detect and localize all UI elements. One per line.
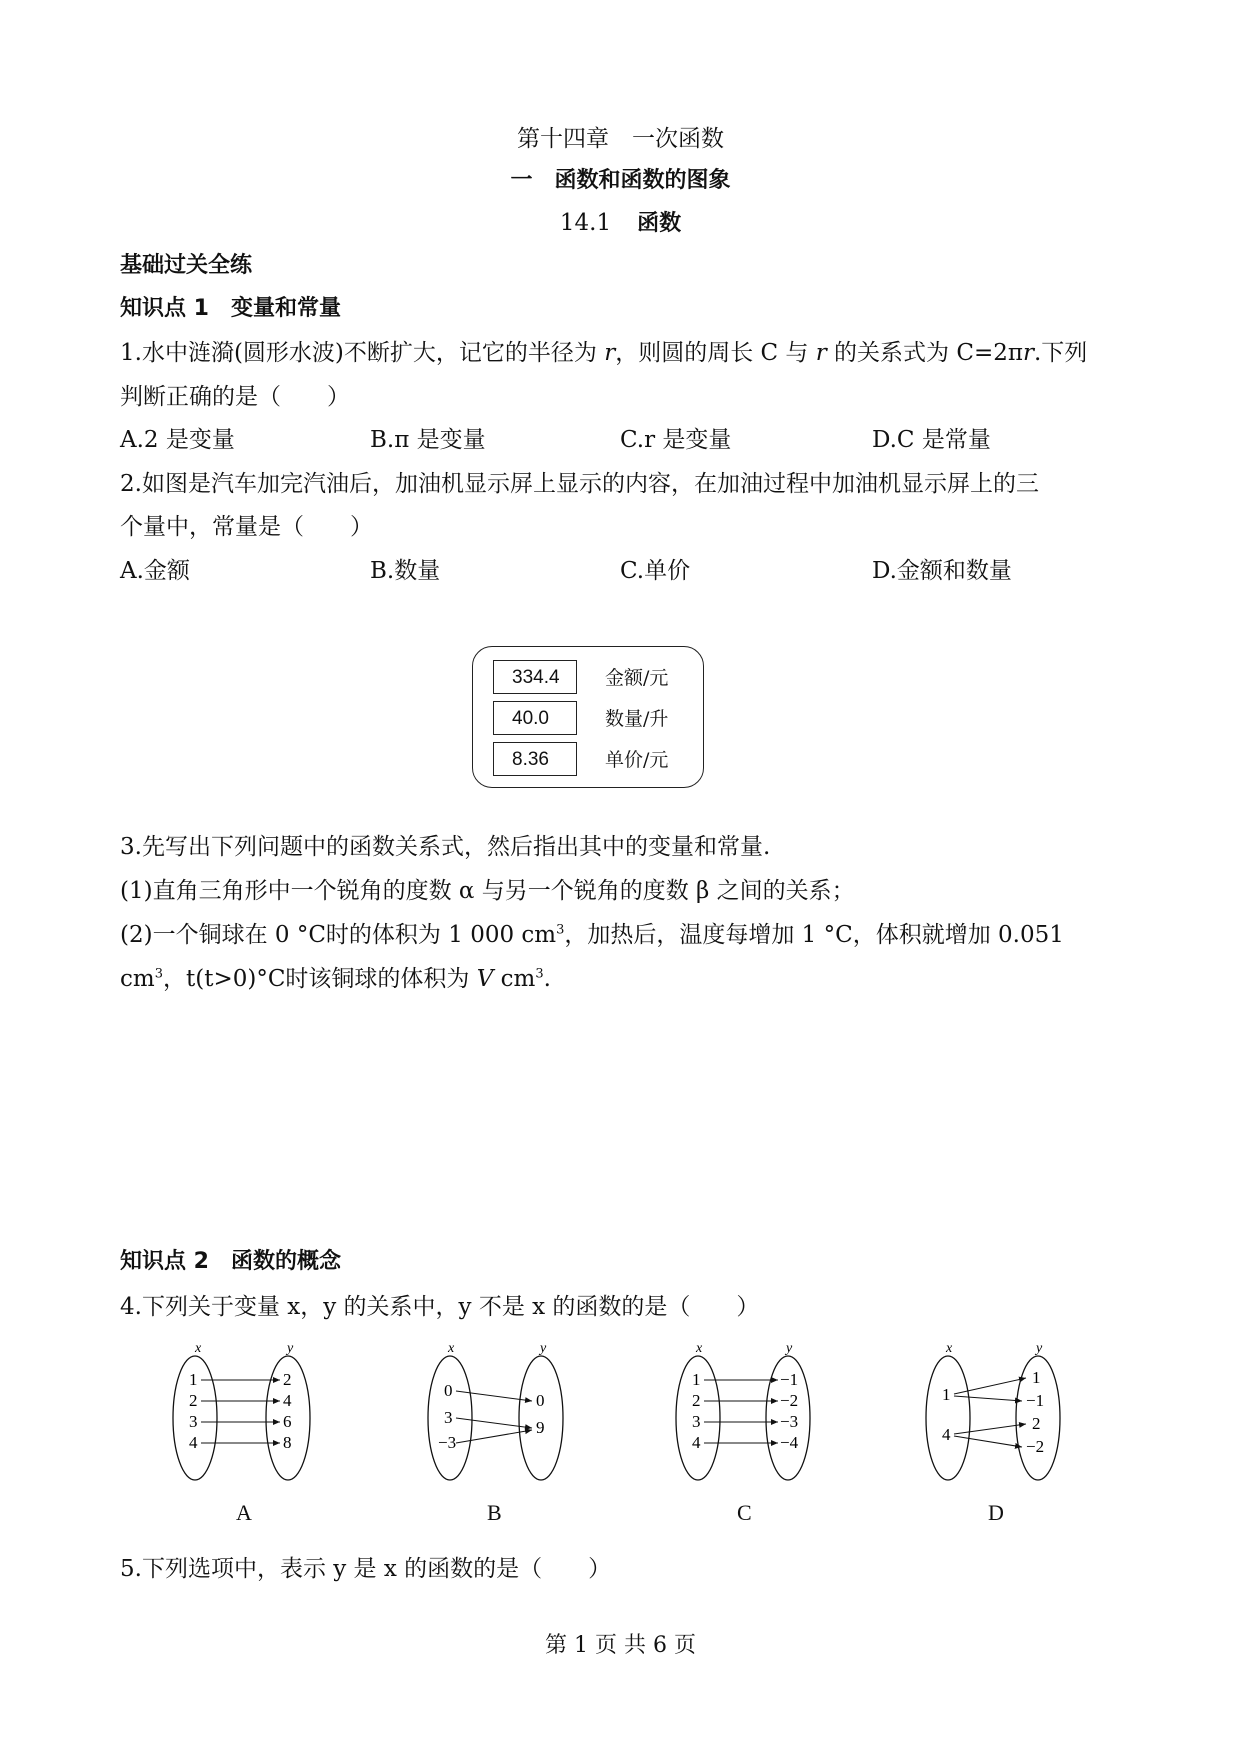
q3-line4-a: cm [120,966,155,992]
q3-sup: 3 [154,966,163,982]
diagram-a-y-value: 8 [283,1433,292,1452]
q3-line4-c: cm [493,966,536,992]
q3-line4-d: . [543,966,551,992]
q1-options [120,421,1120,451]
subsection-number: 14.1 [559,210,612,236]
mapping-arrow [954,1436,1022,1447]
diagram-b-y-label: y [540,1341,547,1356]
q2-line2: 个量中，常量是（ ） [120,514,373,540]
q1-option-c[interactable]: C.r 是变量 [620,427,732,453]
q1-var-r: r [815,340,827,366]
practice-heading: 基础过关全练 [120,253,253,278]
diagram-b-x-label: x [448,1341,455,1356]
diagram-c-x-label: x [696,1341,703,1356]
diagram-b-x-value: 3 [444,1408,453,1427]
diagram-d-y-label: y [1036,1341,1043,1356]
diagram-a-caption: A [236,1500,252,1525]
q1-text-a: 1.水中涟漪(圆形水波)不断扩大，记它的半径为 [120,340,605,366]
diagram-c-caption: C [737,1500,752,1525]
q3-line2: (1)直角三角形中一个锐角的度数 α 与另一个锐角的度数 β 之间的关系； [120,878,855,904]
knowledge-point-1 [120,291,341,322]
kp2-title: 函数的概念 [230,1249,341,1274]
chapter-title: 第十四章 一次函数 [517,126,724,152]
q3-line3 [120,916,1064,949]
diagram-b-y-value: 9 [536,1418,545,1437]
q1-option-b[interactable]: B.π 是变量 [370,427,486,453]
diagram-c-x-value: 3 [692,1412,701,1431]
q2-option-b[interactable]: B.数量 [370,558,441,584]
diagram-c-y-value: −1 [780,1370,799,1389]
q4-text: 4.下列关于变量 x，y 的关系中，y 不是 x 的函数的是（ ） [120,1294,760,1320]
diagram-d-y-value: −1 [1026,1391,1045,1410]
mapping-arrow [954,1378,1026,1394]
q1-text-b: ，则圆的周长 C 与 [615,340,816,366]
diagram-d-x-value: 1 [942,1385,951,1404]
diagram-c-y-value: −4 [780,1433,799,1452]
mapping-diagram-a[interactable] [165,1340,315,1490]
diagram-c-x-value: 1 [692,1370,701,1389]
q2-options [120,552,1120,582]
kp1-title: 变量和常量 [230,296,341,321]
pump-amount-value: 334.4 [493,660,577,694]
diagram-d-y-value: 2 [1032,1414,1041,1433]
fuel-pump-display [472,646,704,788]
q1-line1 [120,334,1087,367]
q3-line3-a: (2)一个铜球在 0 °C时的体积为 1 000 cm [120,922,557,948]
q1-option-a[interactable]: A.2 是变量 [120,427,235,453]
q1-option-d[interactable]: D.C 是常量 [872,427,991,453]
q1-var-r: r [1022,340,1034,366]
q3-line1: 3.先写出下列问题中的函数关系式，然后指出其中的变量和常量. [120,834,771,860]
q1-text-d: .下列 [1033,340,1088,366]
diagram-a-x-value: 4 [189,1433,198,1452]
mapping-diagram-d[interactable] [918,1340,1068,1490]
diagram-d-x-label: x [946,1341,953,1356]
q3-sup: 3 [556,922,565,938]
knowledge-point-2 [120,1244,341,1275]
q3-line4 [120,960,551,993]
diagram-b-y-value: 0 [536,1391,545,1410]
q3-line3-b: ，加热后，温度每增加 1 °C，体积就增加 0.051 [564,922,1064,948]
q2-option-a[interactable]: A.金额 [120,558,190,584]
diagram-d-x-ellipse [926,1356,970,1480]
diagram-d-x-value: 4 [942,1425,951,1444]
diagram-c-y-label: y [786,1341,793,1356]
q1-text-c: 的关系式为 C=2π [826,340,1023,366]
q1-line2: 判断正确的是（ ） [120,384,350,410]
q3-sup: 3 [535,966,544,982]
q3-line4-b: ，t(t>0)°C时该铜球的体积为 [162,966,477,992]
pump-quantity-label: 数量/升 [605,708,669,730]
diagram-b-caption: B [487,1500,502,1525]
diagram-c-x-value: 4 [692,1433,701,1452]
section-title: 一 函数和函数的图象 [510,168,731,193]
diagram-a-x-value: 3 [189,1412,198,1431]
diagram-c-y-value: −2 [780,1391,799,1410]
mapping-arrow [954,1396,1022,1401]
mapping-arrow [456,1418,532,1428]
diagram-a-y-value: 4 [283,1391,292,1410]
diagram-a-y-value: 2 [283,1370,292,1389]
pump-price-value: 8.36 [493,742,577,776]
mapping-arrow [954,1424,1026,1434]
subsection-title [0,206,1241,237]
diagram-b-x-value: −3 [438,1433,457,1452]
pump-price-label: 单价/元 [605,749,669,771]
diagram-c-x-value: 2 [692,1391,701,1410]
kp1-label: 知识点 1 [120,296,209,321]
q2-option-c[interactable]: C.单价 [620,558,691,584]
q2-option-d[interactable]: D.金额和数量 [872,558,1012,584]
diagram-a-x-value: 1 [189,1370,198,1389]
q3-var-v: V [476,966,494,992]
diagram-a-y-value: 6 [283,1412,292,1431]
kp2-label: 知识点 2 [120,1249,209,1274]
diagram-d-caption: D [988,1500,1004,1525]
subsection-name: 函数 [637,211,682,236]
diagram-a-x-label: x [195,1341,202,1356]
diagram-d-y-value: −2 [1026,1437,1045,1456]
diagram-b-x-value: 0 [444,1381,453,1400]
q2-line1: 2.如图是汽车加完汽油后，加油机显示屏上显示的内容，在加油过程中加油机显示屏上的三 [120,471,1039,497]
diagram-a-x-value: 2 [189,1391,198,1410]
page-footer: 第 1 页 共 6 页 [545,1633,696,1658]
mapping-diagram-c[interactable] [668,1340,818,1490]
diagram-c-y-value: −3 [780,1412,799,1431]
mapping-diagram-b[interactable] [418,1340,568,1490]
pump-amount-label: 金额/元 [605,667,669,689]
q5-text: 5.下列选项中，表示 y 是 x 的函数的是（ ） [120,1556,612,1582]
q1-var-r: r [604,340,616,366]
diagram-d-y-value: 1 [1032,1368,1041,1387]
pump-quantity-value: 40.0 [493,701,577,735]
diagram-a-y-label: y [287,1341,294,1356]
